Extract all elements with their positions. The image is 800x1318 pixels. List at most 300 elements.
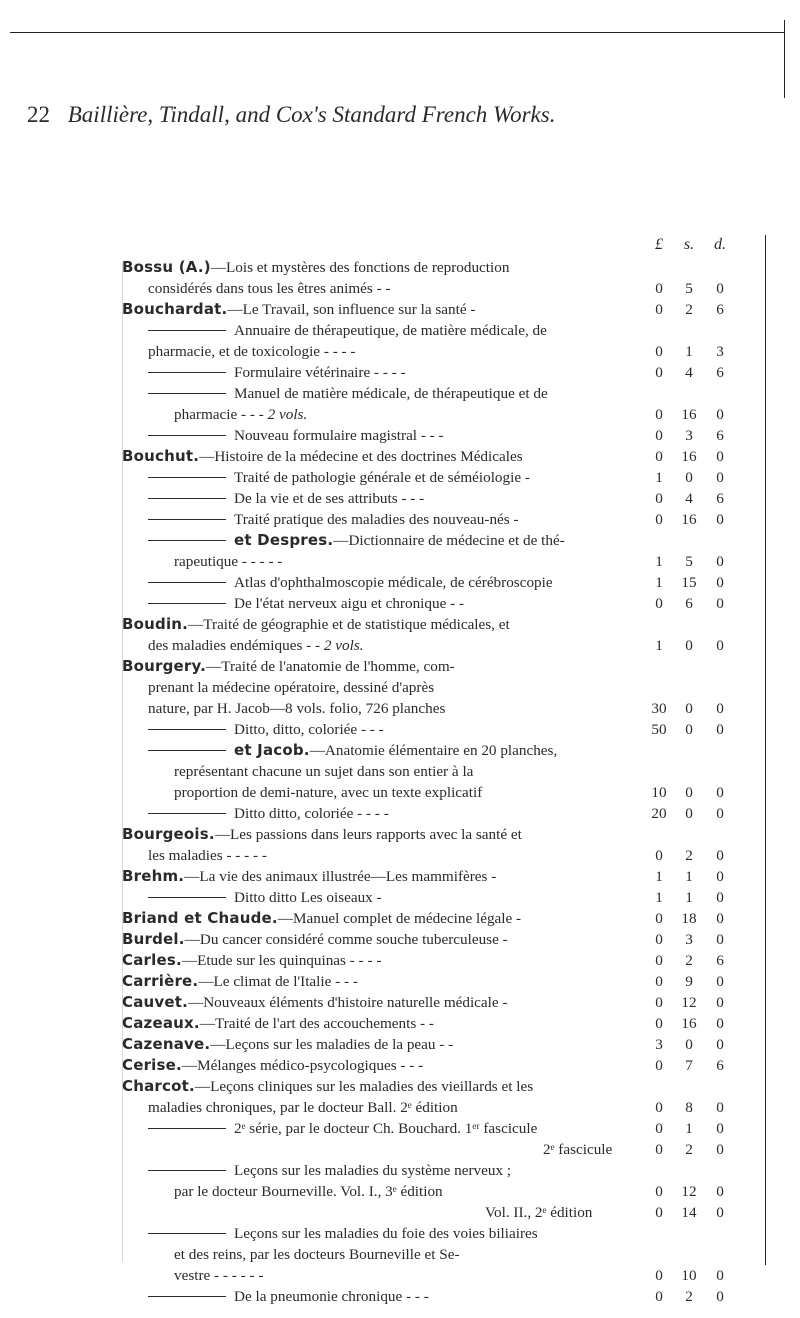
- price-shillings: 2: [685, 301, 693, 318]
- entry-description: les maladies - - - - -: [148, 847, 267, 864]
- entry-description: proportion de demi-nature, avec un texte explicatif: [174, 784, 483, 801]
- catalogue-row: [0, 824, 800, 845]
- price-shillings: 0: [685, 721, 693, 738]
- entry-text: [148, 1223, 538, 1244]
- entry-text: [174, 1181, 443, 1202]
- entry-description: Manuel de matière médicale, de thérapeutique et de: [234, 385, 548, 402]
- price-shillings: 7: [685, 1057, 693, 1074]
- price-pence: 0: [716, 994, 724, 1011]
- price-pence: 0: [716, 931, 724, 948]
- entry-text: [148, 341, 355, 362]
- price-pounds: 0: [655, 301, 663, 318]
- price-shillings: 3: [685, 931, 693, 948]
- entry-text: [148, 320, 547, 341]
- price-pence: 0: [716, 700, 724, 717]
- ditto-dash: [148, 897, 226, 898]
- ditto-dash: [148, 750, 226, 751]
- price-pence: 0: [716, 1015, 724, 1032]
- catalogue-row: [0, 992, 800, 1013]
- separator: —: [199, 1015, 215, 1032]
- ditto-dash: [148, 498, 226, 499]
- pence-header: d.: [714, 236, 726, 253]
- entry-description: par le docteur Bourneville. Vol. I., 3ᵉ édition: [174, 1183, 443, 1200]
- entry-text: [174, 551, 282, 572]
- author-name: et Jacob.: [234, 741, 310, 759]
- price-pounds: 0: [655, 1099, 663, 1116]
- ditto-dash: [148, 372, 226, 373]
- ditto-dash: [148, 1296, 226, 1297]
- entry-text: [122, 824, 522, 845]
- catalogue-row: [0, 614, 800, 635]
- price-pence: 3: [716, 343, 724, 360]
- author-name: Briand et Chaude.: [122, 909, 278, 927]
- entry-text: [148, 803, 389, 824]
- entry-text: [148, 1097, 458, 1118]
- entry-description: Ditto ditto, coloriée - - - -: [234, 805, 389, 822]
- price-pounds: 1: [655, 469, 663, 486]
- separator: —: [210, 1036, 226, 1053]
- price-pounds: 0: [655, 931, 663, 948]
- price-pounds: 0: [655, 511, 663, 528]
- ditto-dash: [148, 1233, 226, 1234]
- separator: —: [206, 658, 222, 675]
- price-pounds: 20: [651, 805, 667, 822]
- entry-description: Nouveau formulaire magistral - - -: [234, 427, 444, 444]
- entry-text: [174, 1244, 460, 1265]
- entry-text: [148, 467, 530, 488]
- catalogue-row: [0, 1013, 800, 1034]
- entry-description: pharmacie, et de toxicologie - - - -: [148, 343, 356, 360]
- price-shillings: 14: [681, 1204, 697, 1221]
- ditto-dash: [148, 330, 226, 331]
- entry-text: [148, 593, 464, 614]
- entry-description: nature, par H. Jacob—8 vols. folio, 726 planches: [148, 700, 446, 717]
- catalogue-row: [0, 698, 800, 719]
- catalogue-row: [0, 383, 800, 404]
- price-pence: 0: [716, 574, 724, 591]
- price-shillings: 5: [685, 553, 693, 570]
- price-pounds: 1: [655, 574, 663, 591]
- entry-description: Du cancer considéré comme souche tuberculeuse -: [199, 931, 508, 948]
- price-shillings: 0: [685, 1036, 693, 1053]
- catalogue-row: [0, 950, 800, 971]
- price-pence: 0: [716, 511, 724, 528]
- catalogue-row: [0, 320, 800, 341]
- entry-text: [122, 908, 521, 929]
- catalogue-row: [0, 425, 800, 446]
- price-pence: 0: [716, 868, 724, 885]
- price-pounds: 0: [655, 595, 663, 612]
- author-name: Cazenave.: [122, 1035, 211, 1053]
- catalogue-row: [0, 656, 800, 677]
- entry-text: [174, 1265, 263, 1286]
- separator: —: [184, 931, 200, 948]
- price-shillings: 2: [685, 847, 693, 864]
- catalogue-row: [0, 467, 800, 488]
- catalogue-entries: [0, 257, 800, 1307]
- pounds-header: £: [655, 236, 663, 253]
- entry-description: Les passions dans leurs rapports avec la santé et: [230, 826, 522, 843]
- entry-description: Manuel complet de médecine légale -: [292, 910, 522, 927]
- entry-text: [148, 1286, 429, 1307]
- entry-description: Leçons sur les maladies du foie des voies biliaires: [234, 1225, 538, 1242]
- entry-description: De la pneumonie chronique - - -: [234, 1288, 429, 1305]
- ditto-dash: [148, 813, 226, 814]
- price-pence: 0: [716, 280, 724, 297]
- catalogue-row: [0, 1223, 800, 1244]
- price-pence: 0: [716, 784, 724, 801]
- catalogue-row: [0, 572, 800, 593]
- entry-text: [122, 929, 508, 950]
- author-name: Bouchut.: [122, 447, 200, 465]
- ditto-dash: [148, 729, 226, 730]
- separator: —: [198, 973, 214, 990]
- price-pounds: 1: [655, 868, 663, 885]
- price-pounds: 0: [655, 1120, 663, 1137]
- price-shillings: 2: [685, 952, 693, 969]
- separator: —: [184, 868, 200, 885]
- catalogue-row: [0, 1202, 800, 1223]
- entry-description: 2ᵉ série, par le docteur Ch. Bouchard. 1ᵉʳ fascicule: [234, 1120, 538, 1137]
- page-number: 22: [27, 102, 50, 127]
- entry-text: [148, 719, 384, 740]
- catalogue-row: [0, 1139, 800, 1160]
- separator: —: [214, 826, 230, 843]
- author-name: Cerise.: [122, 1056, 182, 1074]
- entry-description: maladies chroniques, par le docteur Ball. 2ᵉ édition: [148, 1099, 458, 1116]
- catalogue-row: [0, 509, 800, 530]
- catalogue-row: [0, 593, 800, 614]
- catalogue-row: [0, 635, 800, 656]
- catalogue-row: [0, 257, 800, 278]
- catalogue-row: [0, 530, 800, 551]
- price-pounds: 0: [655, 406, 663, 423]
- ditto-dash: [148, 1128, 226, 1129]
- entry-description: Traité de l'anatomie de l'homme, com-: [221, 658, 455, 675]
- author-name: Cazeaux.: [122, 1014, 200, 1032]
- separator: —: [188, 994, 204, 1011]
- price-pence: 0: [716, 553, 724, 570]
- catalogue-row: [0, 971, 800, 992]
- catalogue-row: [0, 404, 800, 425]
- price-pounds: 0: [655, 343, 663, 360]
- price-pounds: 0: [655, 1183, 663, 1200]
- entry-text: [122, 299, 475, 320]
- entry-description: Mélanges médico-psycologiques - - -: [197, 1057, 424, 1074]
- price-shillings: 12: [681, 994, 697, 1011]
- price-shillings: 16: [681, 448, 697, 465]
- shillings-header: s.: [683, 236, 695, 253]
- entry-text: [148, 530, 565, 551]
- catalogue-row: [0, 1034, 800, 1055]
- entry-text: [122, 614, 510, 635]
- ditto-dash: [148, 435, 226, 436]
- price-pence: 0: [716, 1183, 724, 1200]
- catalogue-row: [0, 1160, 800, 1181]
- entry-text: [485, 1202, 592, 1223]
- price-pounds: 1: [655, 553, 663, 570]
- catalogue-row: [0, 803, 800, 824]
- running-header: [27, 102, 555, 128]
- price-shillings: 9: [685, 973, 693, 990]
- catalogue-row: [0, 278, 800, 299]
- price-pence: 0: [716, 1036, 724, 1053]
- author-name: Bouchardat.: [122, 300, 228, 318]
- price-shillings: 10: [681, 1267, 697, 1284]
- entry-text: [148, 362, 406, 383]
- price-pounds: 30: [651, 700, 667, 717]
- price-pounds: 0: [655, 364, 663, 381]
- entry-text: [148, 425, 444, 446]
- catalogue-row: [0, 866, 800, 887]
- entry-text: [122, 866, 496, 887]
- entry-description: Annuaire de thérapeutique, de matière médicale, de: [234, 322, 547, 339]
- price-shillings: 12: [681, 1183, 697, 1200]
- price-pounds: 0: [655, 1057, 663, 1074]
- entry-description: Traité de pathologie générale et de séméiologie -: [234, 469, 530, 486]
- author-name: Bossu (A.): [122, 258, 211, 276]
- entry-description: représentant chacune un sujet dans son entier à la: [174, 763, 474, 780]
- price-shillings: 18: [681, 910, 697, 927]
- price-shillings: 5: [685, 280, 693, 297]
- price-shillings: 16: [681, 1015, 697, 1032]
- price-pence: 0: [716, 406, 724, 423]
- price-pounds: 0: [655, 1267, 663, 1284]
- right-rule: [784, 20, 785, 98]
- price-pence: 0: [716, 1120, 724, 1137]
- price-shillings: 1: [685, 1120, 693, 1137]
- catalogue-row: [0, 1097, 800, 1118]
- entry-text: [148, 278, 391, 299]
- catalogue-row: [0, 719, 800, 740]
- entry-description: Ditto ditto Les oiseaux -: [234, 889, 382, 906]
- author-name: Brehm.: [122, 867, 185, 885]
- entry-text: [122, 992, 507, 1013]
- catalogue-row: [0, 362, 800, 383]
- entry-text: [148, 677, 434, 698]
- catalogue-row: [0, 1118, 800, 1139]
- price-pence: 6: [716, 1057, 724, 1074]
- entry-description: Leçons sur les maladies du système nerveux ;: [234, 1162, 512, 1179]
- price-pence: 6: [716, 301, 724, 318]
- price-shillings: 0: [685, 700, 693, 717]
- entry-text: [148, 635, 364, 656]
- catalogue-row: [0, 1244, 800, 1265]
- author-name: Carrière.: [122, 972, 199, 990]
- catalogue-row: [0, 488, 800, 509]
- price-pence: 0: [716, 1267, 724, 1284]
- price-pounds: 0: [655, 847, 663, 864]
- entry-description: Vol. II., 2ᵉ édition: [485, 1204, 593, 1221]
- entry-text: [122, 1013, 434, 1034]
- price-shillings: 0: [685, 469, 693, 486]
- author-name: Carles.: [122, 951, 182, 969]
- catalogue-row: [0, 1055, 800, 1076]
- price-shillings: 16: [681, 406, 697, 423]
- separator: —: [199, 448, 215, 465]
- price-pounds: 0: [655, 427, 663, 444]
- price-shillings: 4: [685, 490, 693, 507]
- catalogue-row: [0, 1265, 800, 1286]
- catalogue-row: [0, 341, 800, 362]
- entry-text: [122, 656, 455, 677]
- price-pounds: 0: [655, 490, 663, 507]
- price-shillings: 3: [685, 427, 693, 444]
- catalogue-row: [0, 299, 800, 320]
- entry-text: [122, 1034, 453, 1055]
- catalogue-row: [0, 908, 800, 929]
- price-shillings: 1: [685, 889, 693, 906]
- entry-description: Leçons cliniques sur les maladies des vieillards et les: [210, 1078, 534, 1095]
- price-pounds: 0: [655, 1204, 663, 1221]
- catalogue-row: [0, 551, 800, 572]
- price-shillings: 0: [685, 805, 693, 822]
- price-pounds: 0: [655, 448, 663, 465]
- price-shillings: 15: [681, 574, 697, 591]
- entry-description: Ditto, ditto, coloriée - - -: [234, 721, 384, 738]
- entry-text: [148, 1160, 511, 1181]
- entry-description: des maladies endémiques - -: [148, 637, 321, 654]
- entry-text: [148, 887, 382, 908]
- separator: —: [181, 952, 198, 969]
- price-pounds: 0: [655, 973, 663, 990]
- separator: —: [181, 1057, 198, 1074]
- entry-description: Dictionnaire de médecine et de thé-: [348, 532, 565, 549]
- price-pence: 0: [716, 973, 724, 990]
- entry-description: rapeutique - - - - -: [174, 553, 283, 570]
- page-title: Baillière, Tindall, and Cox's Standard French Works.: [67, 102, 556, 127]
- separator: —: [277, 910, 293, 927]
- price-pence: 0: [716, 721, 724, 738]
- price-pounds: 3: [655, 1036, 663, 1053]
- ditto-dash: [148, 1170, 226, 1171]
- price-pounds: 0: [655, 994, 663, 1011]
- price-pence: 0: [716, 1288, 724, 1305]
- entry-text: [122, 446, 523, 467]
- entry-text: [174, 404, 307, 425]
- entry-text: [122, 257, 509, 278]
- entry-text: [174, 782, 482, 803]
- entry-description: 2ᵉ fascicule: [543, 1141, 613, 1158]
- price-pounds: 0: [655, 910, 663, 927]
- price-pounds: 0: [655, 1141, 663, 1158]
- catalogue-row: [0, 1286, 800, 1307]
- price-shillings: 2: [685, 1288, 693, 1305]
- author-name: Charcot.: [122, 1077, 195, 1095]
- entry-description: Atlas d'ophthalmoscopie médicale, de cérébroscopie: [234, 574, 553, 591]
- price-pence: 0: [716, 1204, 724, 1221]
- price-pence: 0: [716, 469, 724, 486]
- catalogue-row: [0, 782, 800, 803]
- author-name: Bourgeois.: [122, 825, 215, 843]
- entry-description: Le climat de l'Italie - - -: [213, 973, 358, 990]
- price-shillings: 0: [685, 784, 693, 801]
- price-pence: 6: [716, 952, 724, 969]
- entry-description: Le Travail, son influence sur la santé -: [242, 301, 476, 318]
- separator: —: [210, 259, 226, 276]
- price-pounds: 0: [655, 1015, 663, 1032]
- price-pence: 6: [716, 427, 724, 444]
- entry-text: [122, 1076, 533, 1097]
- catalogue-row: [0, 887, 800, 908]
- entry-text: [122, 950, 381, 971]
- entry-text: [148, 1118, 537, 1139]
- entry-description: De la vie et de ses attributs - - -: [234, 490, 425, 507]
- ditto-dash: [148, 582, 226, 583]
- author-name: Burdel.: [122, 930, 185, 948]
- catalogue-row: [0, 1181, 800, 1202]
- catalogue-row: [0, 740, 800, 761]
- entry-description: De l'état nerveux aigu et chronique - -: [234, 595, 465, 612]
- entry-text: [148, 572, 553, 593]
- entry-description: Traité de l'art des accouchements - -: [215, 1015, 434, 1032]
- price-pence: 6: [716, 364, 724, 381]
- price-pence: 0: [716, 889, 724, 906]
- price-pence: 0: [716, 805, 724, 822]
- entry-description: Formulaire vétérinaire - - - -: [234, 364, 406, 381]
- entry-text: [148, 740, 557, 761]
- catalogue-row: [0, 845, 800, 866]
- entry-description: Histoire de la médecine et des doctrines Médicales: [214, 448, 523, 465]
- price-pounds: 0: [655, 280, 663, 297]
- entry-description: Anatomie élémentaire en 20 planches,: [324, 742, 558, 759]
- entry-text: [148, 488, 424, 509]
- entry-description: vestre - - - - - -: [174, 1267, 264, 1284]
- entry-description: Traité de géographie et de statistique médicales, et: [203, 616, 510, 633]
- entry-description: Etude sur les quinquinas - - - -: [197, 952, 382, 969]
- separator: —: [309, 742, 325, 759]
- ditto-dash: [148, 393, 226, 394]
- separator: —: [333, 532, 349, 549]
- price-pounds: 10: [651, 784, 667, 801]
- entry-description: La vie des animaux illustrée—Les mammifères -: [199, 868, 497, 885]
- author-name: Cauvet.: [122, 993, 189, 1011]
- price-pence: 0: [716, 847, 724, 864]
- entry-description: Leçons sur les maladies de la peau - -: [225, 1036, 454, 1053]
- ditto-dash: [148, 540, 226, 541]
- author-name: et Despres.: [234, 531, 334, 549]
- separator: —: [188, 616, 204, 633]
- entry-text: [174, 761, 473, 782]
- price-shillings: 16: [681, 511, 697, 528]
- price-pounds: 0: [655, 1288, 663, 1305]
- entry-text: [148, 383, 548, 404]
- price-shillings: 1: [685, 343, 693, 360]
- author-name: Bourgery.: [122, 657, 207, 675]
- price-pence: 0: [716, 637, 724, 654]
- price-pence: 0: [716, 910, 724, 927]
- price-shillings: 8: [685, 1099, 693, 1116]
- price-shillings: 1: [685, 868, 693, 885]
- entry-description: Nouveaux éléments d'histoire naturelle médicale -: [203, 994, 508, 1011]
- catalogue-row: [0, 1076, 800, 1097]
- entry-text: [148, 845, 267, 866]
- entry-description: Traité pratique des maladies des nouveau-nés -: [234, 511, 519, 528]
- ditto-dash: [148, 603, 226, 604]
- entry-description: considérés dans tous les êtres animés - -: [148, 280, 391, 297]
- entry-text: [148, 509, 519, 530]
- price-shillings: 0: [685, 637, 693, 654]
- volume-count: 2 vols.: [320, 637, 364, 654]
- price-shillings: 6: [685, 595, 693, 612]
- price-pounds: 50: [651, 721, 667, 738]
- entry-text: [543, 1139, 612, 1160]
- price-pence: 6: [716, 490, 724, 507]
- price-pounds: 0: [655, 952, 663, 969]
- author-name: Boudin.: [122, 615, 189, 633]
- price-pounds: 1: [655, 889, 663, 906]
- entry-description: Lois et mystères des fonctions de reproduction: [225, 259, 510, 276]
